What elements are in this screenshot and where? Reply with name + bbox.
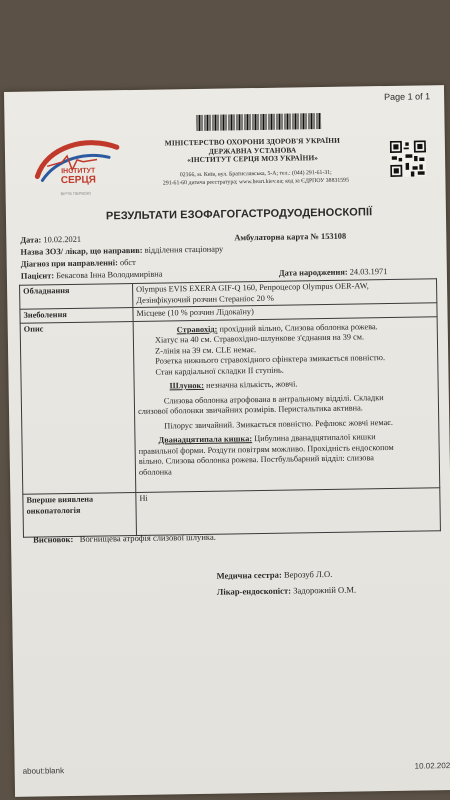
equipment-label: Обладнання <box>20 284 133 310</box>
ambulatory-card: Амбулаторна карта № 153108 <box>234 231 347 243</box>
exam-date: Дата: 10.02.2021 <box>20 234 82 245</box>
barcode <box>196 113 321 131</box>
nurse-signature: Медична сестра: Верозуб Л.О. <box>216 568 333 581</box>
doctor-signature: Лікар-ендоскопіст: Задорожній О.М. <box>216 584 357 597</box>
ministry-heading: МІНІСТЕРСТВО ОХОРОНИ ЗДОРОВ'Я УКРАЇНИ ДЕРЖАВНА УСТАНОВА «ІНСТИТУТ СЕРЦЯ МОЗ УКРАЇНИ» <box>164 135 340 165</box>
exam-results-table <box>19 278 441 538</box>
patient-name: Пацієнт: Бекасова Інна Володимирівна <box>20 269 163 281</box>
oncopathology-value: Ні <box>136 488 441 536</box>
institution-address: 02166, м. Київ, вул. Братиславська, 5-А; тел.: (044) 291-61-31; 291-61-60 дитяча реєстратура; www.heart.kiev.ua; код за ЄДРПОУ 38831595 <box>162 169 350 187</box>
logo-wordmark: ІНСТИТУТ СЕРЦЯ <box>60 167 97 187</box>
oncopathology-label: Вперше виявлена онкопатологія <box>23 492 137 537</box>
conclusion: Висновок: Вогнищева атрофія слизової шлунка. <box>32 531 216 545</box>
logo-tagline: ВІРТЕ ПЕРВОЮ <box>60 190 92 197</box>
description-label: Опис <box>20 321 136 494</box>
table-row <box>23 488 441 538</box>
document-title: РЕЗУЛЬТАТИ ЕЗОФАГОГАСТРОДУОДЕНОСКОПІЇ <box>105 206 373 223</box>
document-page <box>4 85 450 797</box>
referring-facility: Назва ЗОЗ/ лікар, що направив: відділення стаціонару <box>20 244 224 257</box>
anesthesia-value: Місцеве (10 % розчин Лідокаїну) <box>133 303 437 321</box>
equipment-value: Olympus EVIS EXERA GIF-Q 160, Репроцесор Olympus OER-AW, Дезінфікуючий розчин Стераніос 20 % <box>133 279 437 308</box>
footer-date: 10.02.202 <box>414 761 450 771</box>
footer-url: about:blank <box>22 766 65 776</box>
page-number: Page 1 of 1 <box>384 91 431 103</box>
referral-diagnosis: Діагноз при направленні: обст <box>20 257 136 269</box>
table-row <box>20 316 440 494</box>
date-of-birth: Дата народження: 24.03.1971 <box>278 267 388 278</box>
description-value: Стравохід: прохідний вільно, Слизова оболонка рожева. Хіатус на 40 см. Стравохідно-шлункове з'єднання на 39 см. Z-лінія на 39 см. CLE немає. Розетка нижнього стравохідного сфінктера змикається повністю. Стан кардіальної складки II ступінь. Шлунок: незначна кількість, жовчі. Слизова оболонка атрофована в антральному відділі. Складки слизової оболонки звичайних розмірів. Перистальтика активна. Пілорус звичайний. Змикається повністю. Рефлюкс жовчі немає. Дванадцятипала кишка: Цибулина дванадцятипалої кишки правильної форми. Роздути повітрям можливо. Прохідність ендоскопом вільно. Слизова оболонка рожева. Постбульбарний відділ: слизова оболонка <box>133 316 440 492</box>
qr-code-icon <box>390 140 427 177</box>
anesthesia-label: Знеболення <box>20 308 133 323</box>
